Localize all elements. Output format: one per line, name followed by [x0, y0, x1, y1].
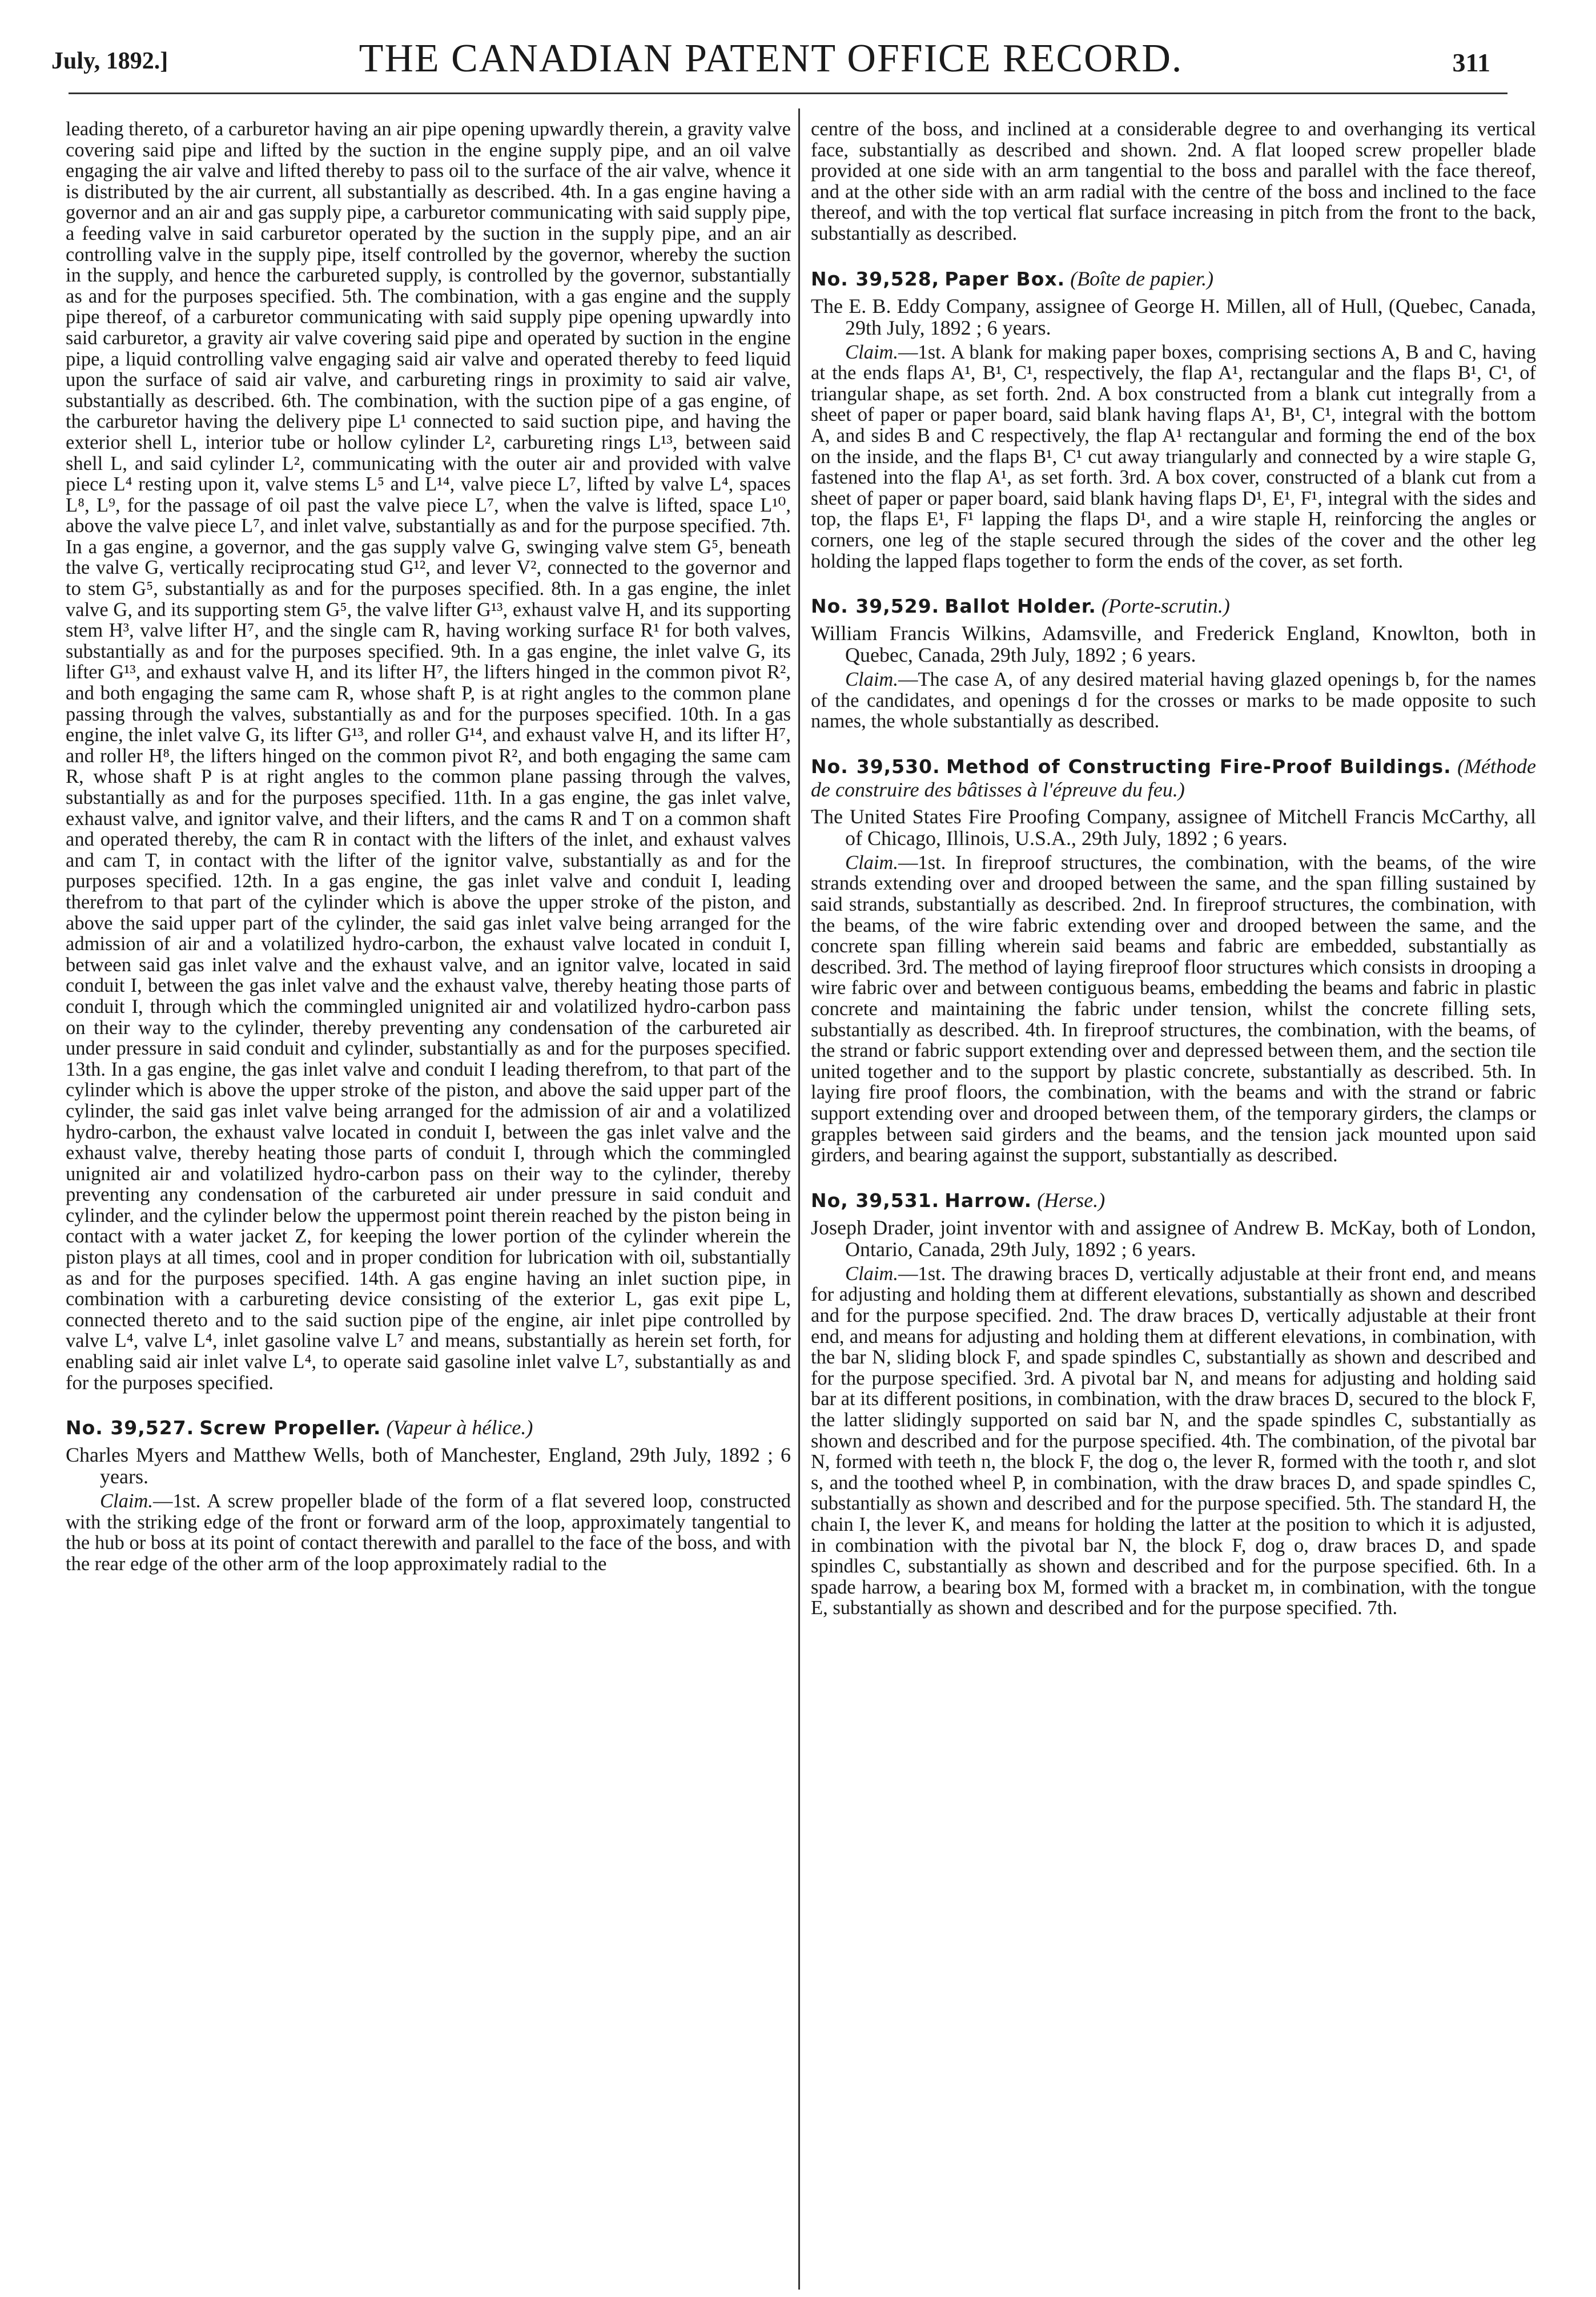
claim-label: Claim.	[845, 1262, 898, 1285]
assignee-line: Charles Myers and Matthew Wells, both of Manchester, England, 29th July, 1892 ; 6 years.	[66, 1443, 791, 1489]
claim-text	[811, 342, 1536, 572]
claim-label: Claim.	[100, 1490, 153, 1512]
entry-title	[811, 1189, 1536, 1212]
patent-name: Paper Box.	[944, 267, 1066, 290]
patent-number: No, 39,531.	[811, 1189, 940, 1212]
patent-number: No. 39,528,	[811, 267, 940, 290]
entry-title	[66, 1416, 791, 1439]
patent-name: Harrow.	[944, 1189, 1032, 1212]
french-title: (Boîte de papier.)	[1070, 267, 1214, 290]
patent-entry-39529	[811, 594, 1536, 732]
page-header	[51, 26, 1490, 88]
continued-claims: centre of the boss, and inclined at a considerable degree to and overhanging its vertical face, substantially as described and shown. 2nd. A flat looped screw propeller blade provided at one side with an arm tangential to the boss and parallel with the face thereof, and at the other side with an arm radial with the centre of the boss and inclined to the face thereof, and with the top vertical flat surface increasing in pitch from the front to the back, substantially as described.	[811, 118, 1536, 244]
issue-date: July, 1892.]	[51, 48, 168, 74]
patent-entry-39528	[811, 267, 1536, 572]
claim-body: —1st. The drawing braces D, vertically adjustable at their front end, and means for adjusting and holding them at different elevations, substantially as shown and described and for the purpose specified. 2nd. The draw braces D, vertically adjustable at their front end, and means for adjusting and holding them at different elevations, in combination, with the bar N, sliding block F, and spade spindles C, substantially as shown and described and for the purpose specified. 3rd. A pivotal bar N, and means for adjusting and holding said bar at its different positions, in combination, with the draw braces D, secured to the block F, the latter slidingly supported on said bar N, and the spade spindles C, substantially as shown and described and for the purpose specified. 4th. The combination, of the pivotal bar N, formed with teeth n, the block F, the dog o, the lever R, formed with the tooth r, and slot s, and the toothed wheel P, in combination, with the draw braces D, and spade spindles C, substantially as shown and described and for the purpose specified. 5th. The standard H, the chain I, the lever K, and means for holding the latter at the position to which it is adjusted, in combination with the pivotal bar N, the block F, dog o, draw braces D, and spade spindles C, substantially as shown and described and for the purpose specified. 6th. In a spade harrow, a bearing box M, formed with a bracket m, in combination, with the tongue E, substantially as shown and described and for the purpose specified. 7th.	[811, 1262, 1536, 1619]
entry-title	[811, 594, 1536, 618]
claim-text	[66, 1491, 791, 1574]
claim-body: —1st. A blank for making paper boxes, comprising sections A, B and C, having at the ends flaps A¹, B¹, C¹, respectively, the flap A¹, rectangular and the flaps B¹, C¹, of triangular shape, as set forth. 2nd. A box constructed from a blank cut integrally from a sheet of paper or paper board, said blank having flaps A¹, B¹, C¹, integral with the bottom A, and sides B and C respectively, the flap A¹ rectangular and forming the end of the box on the inside, and the flaps B¹, C¹ cut away triangularly and connected by a wire staple G, fastened into the flap A¹, as set forth. 3rd. A box cover, constructed of a blank cut from a sheet of paper or paper board, said blank having flaps D¹, E¹, F¹, integral with the sides and top, the flaps E¹, F¹ lapping the flaps D¹, and a wire staple H, reinforcing the angles or corners, one leg of the staple secured through the sides of the cover and the other leg holding the lapped flaps together to form the ends of the cover, as set forth.	[811, 341, 1536, 572]
patent-entry-39531	[811, 1189, 1536, 1619]
page-number: 311	[1452, 48, 1490, 77]
french-title: (Herse.)	[1037, 1188, 1105, 1212]
claim-body: —1st. In fireproof structures, the combination, with the beams, of the wire strands extending over and drooped between the same, and the span filling sustained by said strands, substantially as described. 2nd. In fireproof structures, the combination, with the beams, of the wire fabric extending over and drooped between the same, and the concrete span filling wherein said beams and fabric are embedded, substantially as described. 3rd. The method of laying fireproof floor structures which consists in drooping a wire fabric over and between contiguous beams, embedding the beams and fabric in plastic concrete and maintaining the fabric under tension, whilst the concrete filling sets, substantially as described. 4th. In fireproof structures, the combination, with the beams, of the strand or fabric support extending over and depressed between them, and the section tile united together and to the support by plastic concrete, substantially as described. 5th. In laying fire proof floors, the combination, with the beams and with the strand or fabric support extending over and drooped between them, of the temporary girders, the clamps or grapples between said girders and the beams, and the tension jack mounted upon said girders, and bearing against the support, substantially as described.	[811, 851, 1536, 1166]
entry-title	[811, 267, 1536, 291]
claim-text	[811, 852, 1536, 1166]
assignee-line: William Francis Wilkins, Adamsville, and Frederick England, Knowlton, both in Quebec, Canada, 29th July, 1892 ; 6 years.	[811, 622, 1536, 667]
right-column	[811, 119, 1536, 1619]
assignee-line: Joseph Drader, joint inventor with and assignee of Andrew B. McKay, both of London, Ontario, Canada, 29th July, 1892 ; 6 years.	[811, 1216, 1536, 1261]
patent-name: Method of Constructing Fire-Proof Buildings.	[946, 755, 1452, 778]
assignee-line: The United States Fire Proofing Company, assignee of Mitchell Francis McCarthy, all of Chicago, Illinois, U.S.A., 29th July, 1892 ; 6 years.	[811, 804, 1536, 850]
claim-body: —1st. A screw propeller blade of the form of a flat severed loop, constructed with the striking edge of the front or forward arm of the loop, approximately tangential to the hub or boss at its point of contact therewith and parallel to the face of the boss, and with the rear edge of the other arm of the loop approximately radial to the	[66, 1490, 791, 1575]
publication-title: THE CANADIAN PATENT OFFICE RECORD.	[359, 37, 1183, 81]
assignee-line: The E. B. Eddy Company, assignee of George H. Millen, all of Hull, (Quebec, Canada, 29th July, 1892 ; 6 years.	[811, 294, 1536, 339]
claim-text	[811, 669, 1536, 732]
left-column	[66, 119, 791, 1575]
column-divider	[798, 108, 800, 2290]
claim-label: Claim.	[845, 851, 898, 874]
patent-entry-39530	[811, 755, 1536, 1166]
continued-claims: leading thereto, of a carburetor having an air pipe opening upwardly therein, a gravity valve covering said pipe and lifted by the suction in the engine supply pipe, and an oil valve engaging the air valve and lifted thereby to pass oil to the surface of the air valve, whence it is distributed by the air current, all substantially as described. 4th. In a gas engine having a governor and an air and gas supply pipe, a carburetor communicating with said supply pipe, a feeding valve in said carburetor operated by the suction in the supply pipe, and an air controlling valve in the supply pipe, itself controlled by the governor, whereby the suction in the supply, and hence the carbureted supply, is controlled by the governor, substantially as and for the purposes specified. 5th. The combination, with a gas engine and the supply pipe thereof, of a carburetor communicating with said supply pipe opening upwardly into said carburetor, a gravity air valve covering said pipe and operated by suction in the engine pipe, a liquid controlling valve engaging said air valve and operated thereby to feed liquid upon the surface of said air valve, and carbureting rings in proximity to said air valve, substantially as described. 6th. The combination, with the suction pipe of a gas engine, of the carburetor having the delivery pipe L¹ connected to said suction pipe, and having the exterior shell L, interior tube or hollow cylinder L², carbureting rings L¹³, between said shell L, and said cylinder L², communicating with the outer air and provided with valve piece L⁴ resting upon it, valve stems L⁵ and L¹⁴, valve piece L⁷, lifted by valve L⁴, spaces L⁸, L⁹, for the passage of oil past the valve piece L⁷, when the valve is lifted, space L¹⁰, above the valve piece L⁷, and inlet valve, substantially as and for the purpose specified. 7th. In a gas engine, a governor, and the gas supply valve G, swinging valve stem G⁵, beneath the valve G, vertically reciprocating stud G¹², and lever V², connected to the governor and to stem G⁵, substantially as and for the purposes specified. 8th. In a gas engine, the inlet valve G, and its supporting stem G⁵, the valve lifter G¹³, exhaust valve H, and its supporting stem H³, valve lifter H⁷, and the single cam R, having working surface R¹ for both valves, substantially as and for the purposes specified. 9th. In a gas engine, the inlet valve G, its lifter G¹³, and exhaust valve H, and its lifter H⁷, the lifters hinged in the common pivot R², and both engaging the same cam R, whose shaft P, is at right angles to the common plane passing through the valves, substantially as and for the purposes specified. 10th. In a gas engine, the inlet valve G, its lifter G¹³, and roller G¹⁴, and exhaust valve H, and its lifter H⁷, and roller H⁸, the lifters hinged on the common pivot R², and both engaging the same cam R, whose shaft P is at right angles to the common plane passing through the valves, substantially as and for the purposes specified. 11th. In a gas engine, the gas inlet valve, exhaust valve, and ignitor valve, and their lifters, and the cams R and T on a common shaft and operated thereby, the cam R in contact with the lifters of the inlet, and exhaust valves and cam T, in contact with the lifter of the ignitor valve, substantially as and for the purposes specified. 12th. In a gas engine, the gas inlet valve and conduit I, leading therefrom to that part of the cylinder which is above the upper stroke of the piston, and above the said upper part of the cylinder, the said gas inlet valve being arranged for the admission of air and a volatilized hydro-carbon, the exhaust valve located in conduit I, between said gas inlet valve and the exhaust valve, and an ignitor valve, located in said conduit I, between the gas inlet valve and the exhaust valve, thereby heating those parts of conduit I, through which the commingled unignited air and volatilized hydro-carbon pass on their way to the cylinder, thereby preventing any condensation of the carbureted air under pressure in said conduit and cylinder, substantially as and for the purposes specified. 13th. In a gas engine, the gas inlet valve and conduit I leading therefrom, to that part of the cylinder which is above the upper stroke of the piston, and above the said upper part of the cylinder, the said gas inlet valve being arranged for the admission of air and a volatilized hydro-carbon, the exhaust valve located in conduit I, between the gas inlet valve and the exhaust valve, thereby heating those parts of conduit I, through which the commingled unignited air and volatilized hydro-carbon pass on their way to the cylinder, thereby preventing any condensation of the carbureted air under pressure in said conduit and cylinder, and the cylinder below the uppermost point therein reached by the piston being in contact with a water jacket Z, for keeping the lower portion of the cylinder wherein the piston plays at all times, cool and in proper condition for lubrication with oil, substantially as and for the purposes specified. 14th. A gas engine having an inlet suction pipe, in combination with a carbureting device consisting of the exterior L, gas exit pipe L, connected thereto and to the said suction pipe of the engine, air inlet pipe controlled by valve L⁴, valve L⁴, inlet gasoline valve L⁷ and means, substantially as herein set forth, for enabling said air inlet valve L⁴, to operate said gasoline inlet valve L⁷, substantially as and for the purposes specified.	[66, 118, 791, 1394]
claim-text	[811, 1264, 1536, 1619]
patent-name: Screw Propeller.	[199, 1417, 381, 1439]
patent-entry-39527	[66, 1416, 791, 1574]
header-rule	[69, 92, 1507, 94]
patent-name: Ballot Holder.	[944, 595, 1096, 618]
claim-label: Claim.	[845, 669, 898, 691]
french-title: (Porte-scrutin.)	[1101, 594, 1230, 618]
french-title: (Vapeur à hélice.)	[386, 1416, 533, 1439]
entry-title	[811, 755, 1536, 801]
french-title: (Méthode de construire des bâtisses à l'épreuve du feu.)	[811, 754, 1537, 801]
claim-body: —The case A, of any desired material having glazed openings b, for the names of the candidates, and openings d for the crosses or marks to be made opposite to such names, the whole substantially as described.	[811, 669, 1536, 733]
patent-number: No. 39,530.	[811, 755, 940, 778]
claim-label: Claim.	[845, 341, 898, 363]
patent-number: No. 39,529.	[811, 595, 940, 618]
patent-number: No. 39,527.	[66, 1417, 195, 1439]
